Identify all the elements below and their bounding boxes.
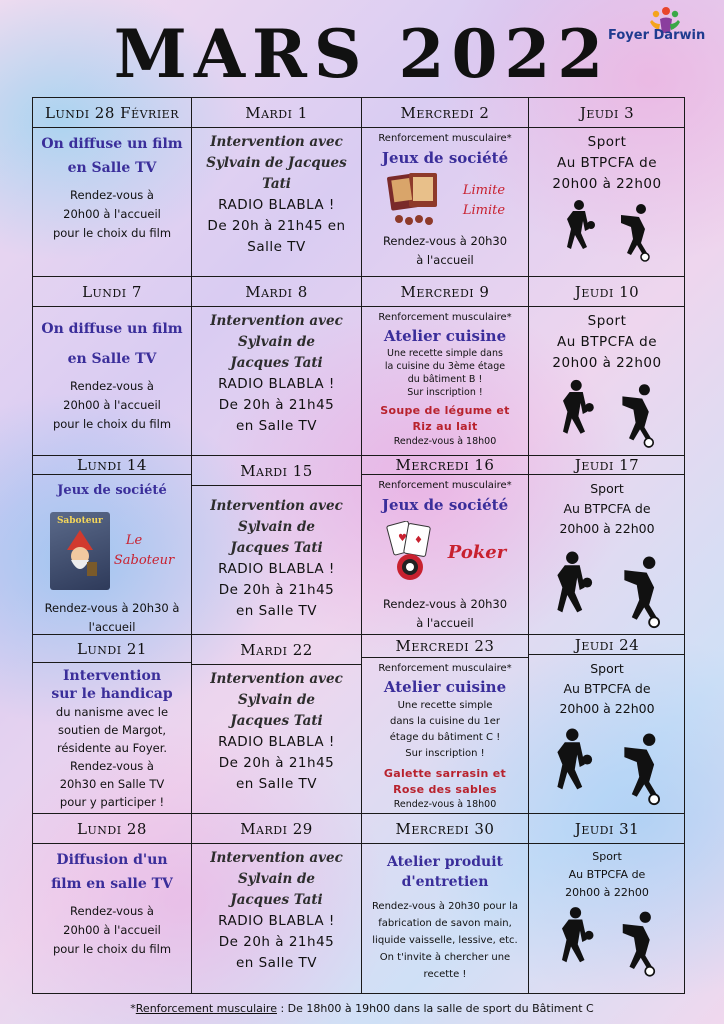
saboteur-box-icon — [50, 512, 110, 590]
cell-lundi-21 — [33, 635, 192, 814]
renforcement-note: Renforcement musculaire* — [378, 312, 512, 323]
game-name: Limite — [462, 183, 506, 198]
event-text: 20h00 à l'accueil — [63, 923, 161, 937]
event-text: en Salle TV — [235, 418, 318, 434]
recipe-name: Riz au lait — [412, 420, 478, 433]
event-title: Atelier cuisine — [383, 327, 507, 345]
cell-mercredi-9 — [362, 277, 529, 456]
event-title: On diffuse un film — [41, 136, 183, 152]
event-text: 20h30 en Salle TV — [59, 777, 165, 791]
event-title: Diffusion d'un — [56, 852, 168, 868]
event-text: soutien de Margot, — [57, 723, 167, 737]
event-title: Intervention avec — [210, 313, 343, 329]
recipe-name: Rose des sables — [393, 783, 497, 796]
event-title: Jeux de société — [381, 149, 509, 167]
game-name: Limite — [462, 203, 506, 218]
event-text: Au BTPCFA de — [568, 868, 646, 881]
event-text: fabrication de savon main, — [378, 918, 512, 929]
event-text: Rendez-vous à — [70, 379, 154, 393]
event-text: Rendez-vous à 20h30 — [382, 234, 508, 248]
day-header: Mardi 29 — [192, 814, 361, 844]
event-text: Une recette simple — [397, 700, 493, 711]
event-text: Rendez-vous à 18h00 — [393, 799, 497, 810]
event-text: Rendez-vous à — [70, 188, 154, 202]
event-text: étage du bâtiment C ! — [389, 732, 501, 743]
sport-players-icon — [545, 543, 669, 635]
event-text: 20h00 à l'accueil — [63, 207, 161, 221]
day-header: Lundi 21 — [33, 635, 191, 663]
cell-mardi-8 — [192, 277, 362, 456]
footer-label: Renforcement musculaire — [135, 1002, 277, 1015]
event-text: en Salle TV — [235, 776, 318, 792]
event-title: On diffuse un film — [41, 321, 183, 337]
event-text: dans la cuisine du 1er — [389, 716, 501, 727]
event-text: l'accueil — [88, 620, 136, 634]
event-text: du bâtiment B ! — [407, 374, 483, 385]
event-text: Sport — [592, 850, 622, 863]
event-text: Une recette simple dans — [387, 348, 503, 359]
event-text: RADIO BLABLA ! — [218, 197, 335, 213]
event-title: Intervention avec — [210, 850, 343, 866]
event-title: Jacques Tati — [230, 355, 323, 371]
cards-game-icon — [385, 171, 457, 231]
event-text: 20h00 à l'accueil — [63, 398, 161, 412]
event-title: en Salle TV — [67, 160, 157, 176]
event-text: en Salle TV — [235, 955, 318, 971]
event-text: Salle TV — [247, 239, 306, 255]
cell-lundi-14 — [33, 456, 192, 635]
day-header: Mercredi 16 — [362, 456, 528, 475]
renforcement-note: Renforcement musculaire* — [378, 480, 512, 491]
event-text: pour y participer ! — [59, 795, 165, 809]
sport-players-icon — [545, 723, 669, 811]
game-name: Le — [125, 533, 143, 548]
cell-mercredi-16 — [362, 456, 529, 635]
footer-star: * — [130, 1002, 136, 1015]
event-title: Sylvain de Jacques — [206, 155, 347, 171]
cell-lundi-7 — [33, 277, 192, 456]
recipe-name: Galette sarrasin et — [383, 767, 507, 780]
event-text: Rendez-vous à — [70, 759, 154, 773]
event-text: du nanisme avec le — [55, 705, 169, 719]
cell-mardi-15 — [192, 456, 362, 635]
box-title: Saboteur — [56, 516, 103, 526]
day-header: Mardi 15 — [192, 456, 361, 486]
cell-mercredi-2 — [362, 98, 529, 277]
cell-jeudi-10 — [529, 277, 685, 456]
recipe-name: Soupe de légume et — [380, 404, 510, 417]
event-text: 20h00 à 22h00 — [559, 701, 655, 716]
event-text: RADIO BLABLA ! — [218, 913, 335, 929]
event-text: Au BTPCFA de — [563, 681, 651, 696]
day-header: Jeudi 10 — [529, 277, 685, 307]
cell-jeudi-17 — [529, 456, 685, 635]
event-text: Sur inscription ! — [407, 387, 483, 398]
day-header: Lundi 7 — [33, 277, 191, 307]
event-title: en Salle TV — [67, 351, 157, 367]
footer-note — [0, 1002, 724, 1015]
cell-jeudi-3 — [529, 98, 685, 277]
event-text: Sport — [587, 313, 627, 329]
event-text: Au BTPCFA de — [563, 501, 651, 516]
day-header: Lundi 28 — [33, 814, 191, 844]
event-text: à l'accueil — [416, 253, 474, 267]
event-text: Rendez-vous à 20h30 — [382, 597, 508, 611]
day-header: Jeudi 3 — [529, 98, 685, 128]
event-text: la cuisine du 3ème étage — [384, 361, 506, 372]
renforcement-note: Renforcement musculaire* — [378, 663, 512, 674]
day-header: Jeudi 24 — [529, 635, 685, 655]
renforcement-note: Renforcement musculaire* — [378, 133, 512, 144]
event-title: Intervention — [63, 668, 161, 684]
svg-text:♥: ♥ — [397, 533, 407, 544]
day-header: Jeudi 31 — [529, 814, 685, 844]
event-text: résidente au Foyer. — [56, 741, 168, 755]
cell-lundi-28-fevrier — [33, 98, 192, 277]
event-title: sur le handicap — [51, 686, 173, 702]
svg-text:♦: ♦ — [413, 535, 423, 546]
event-text: De 20h à 21h45 en — [207, 218, 346, 234]
sport-players-icon — [547, 906, 667, 978]
day-header: Mercredi 30 — [362, 814, 528, 844]
day-header: Lundi 14 — [33, 456, 191, 475]
day-header: Jeudi 17 — [529, 456, 685, 475]
event-text: Sport — [590, 481, 624, 496]
event-text: De 20h à 21h45 — [218, 397, 335, 413]
event-text: 20h00 à 22h00 — [565, 886, 649, 899]
event-text: De 20h à 21h45 — [218, 582, 335, 598]
logo-text: Foyer Darwin — [608, 28, 706, 43]
game-name: Poker — [447, 541, 507, 563]
event-title: Sylvain de — [238, 334, 315, 350]
event-text: Rendez-vous à 20h30 pour la — [371, 901, 519, 912]
event-text: Sur inscription ! — [405, 748, 485, 759]
day-header: Lundi 28 Février — [33, 98, 191, 128]
event-title: Sylvain de — [238, 871, 315, 887]
event-title: Tati — [262, 176, 291, 192]
day-header: Mardi 8 — [192, 277, 361, 307]
cell-mardi-22 — [192, 635, 362, 814]
event-text: liquide vaisselle, lessive, etc. — [372, 935, 518, 946]
game-name: Saboteur — [113, 553, 175, 568]
cell-mardi-1 — [192, 98, 362, 277]
event-title: Jacques Tati — [230, 713, 323, 729]
cell-jeudi-24 — [529, 635, 685, 814]
event-text: RADIO BLABLA ! — [218, 561, 335, 577]
event-title: Atelier cuisine — [383, 678, 507, 696]
event-title: Jeux de société — [381, 496, 509, 514]
calendar-grid — [32, 97, 685, 994]
event-text: Au BTPCFA de — [556, 334, 658, 350]
cell-jeudi-31 — [529, 814, 685, 993]
cell-mardi-29 — [192, 814, 362, 993]
event-text: On t'invite à chercher une — [379, 952, 511, 963]
cell-mercredi-23 — [362, 635, 529, 814]
event-text: pour le choix du film — [52, 942, 172, 956]
day-header: Mardi 1 — [192, 98, 361, 128]
event-title: Intervention avec — [210, 671, 343, 687]
event-title: Jacques Tati — [230, 892, 323, 908]
event-text: 20h00 à 22h00 — [559, 521, 655, 536]
event-text: pour le choix du film — [52, 226, 172, 240]
event-title: Intervention avec — [210, 498, 343, 514]
event-title: Sylvain de — [238, 519, 315, 535]
foyer-darwin-logo — [608, 4, 720, 54]
event-text: en Salle TV — [235, 603, 318, 619]
sport-players-icon — [557, 199, 657, 263]
cell-lundi-28 — [33, 814, 192, 993]
event-text: Sport — [587, 134, 627, 150]
event-text: Sport — [590, 661, 624, 676]
day-header: Mercredi 2 — [362, 98, 528, 128]
poker-cards-icon — [384, 521, 440, 583]
event-text: 20h00 à 22h00 — [552, 176, 662, 192]
event-text: RADIO BLABLA ! — [218, 376, 335, 392]
event-text: recette ! — [423, 969, 467, 980]
event-text: Au BTPCFA de — [556, 155, 658, 171]
day-header: Mercredi 23 — [362, 635, 528, 658]
sport-players-icon — [552, 378, 662, 450]
event-title: Jacques Tati — [230, 540, 323, 556]
event-title: film en salle TV — [51, 876, 173, 892]
event-text: De 20h à 21h45 — [218, 755, 335, 771]
event-title: Atelier produit — [386, 854, 504, 870]
event-title: Sylvain de — [238, 692, 315, 708]
event-title: d'entretien — [401, 874, 489, 890]
event-text: RADIO BLABLA ! — [218, 734, 335, 750]
event-title: Jeux de société — [57, 483, 167, 498]
footer-text: : De 18h00 à 19h00 dans la salle de sport du Bâtiment C — [276, 1002, 594, 1015]
day-header: Mercredi 9 — [362, 277, 528, 307]
event-text: Rendez-vous à — [70, 904, 154, 918]
day-header: Mardi 22 — [192, 635, 361, 665]
event-text: 20h00 à 22h00 — [552, 355, 662, 371]
event-text: De 20h à 21h45 — [218, 934, 335, 950]
event-title: Intervention avec — [210, 134, 343, 150]
event-text: pour le choix du film — [52, 417, 172, 431]
cell-mercredi-30 — [362, 814, 529, 993]
event-text: Rendez-vous à 18h00 — [393, 436, 497, 447]
page-title: MARS 2022 — [113, 15, 611, 93]
event-text: à l'accueil — [416, 616, 474, 630]
event-text: Rendez-vous à 20h30 à — [44, 601, 180, 615]
